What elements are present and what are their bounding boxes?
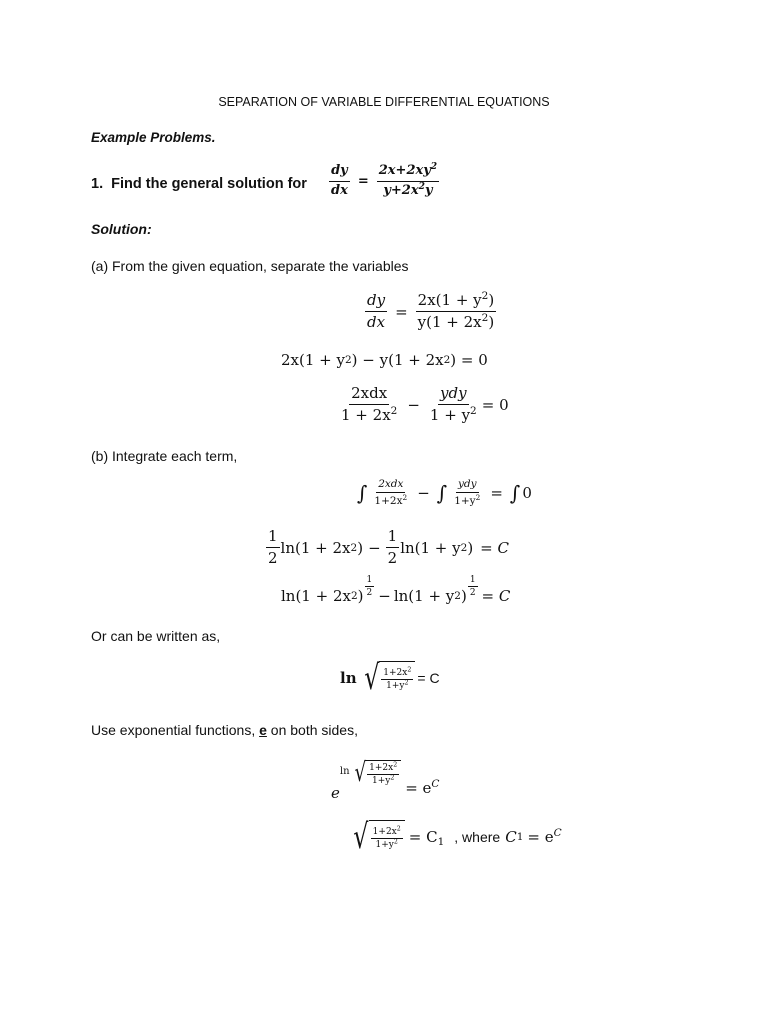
equation-3: $\frac{\text{2xdx}}{1 + 2x^2}$ − $\frac{\text{ydy}}{1 + y^2}$ = 0 [341,384,509,425]
step-b-text: (b) Integrate each term, [91,448,238,464]
log-equation-1: $\frac{1}{2}$ ln(1 + 2x 2 ) − $\frac{1}{2}$ ln(1 + y 2 ) = C [268,527,509,568]
integral-equation: ∫ $\frac{\text{2xdx}}{1+2x^2}$ − ∫ $\frac{\text{ydy}}{1+y^2}$ = ∫ 0 [357,478,532,508]
use-exp-text: Use exponential functions, e on both sides, [91,722,358,738]
radical: √ $\frac{1+2x^2}{1+y^2}$ [361,661,416,695]
or-written-text: Or can be written as, [91,628,221,644]
problem-rhs: $\frac{2x+2xy^2}{y+2x^2y}$ [378,161,438,198]
problem-lhs: $\frac{dy}{dx}$ [331,163,348,198]
page-title: SEPARATION OF VARIABLE DIFFERENTIAL EQUATIONS [218,95,550,109]
equation-2: 2x(1 + y 2 ) − y(1 + 2x 2 ) = 0 [281,351,488,369]
equation-1: $\frac{dy}{dx}$ = $\frac{2x(1 + y^2)}{y(1 + 2x^2)}$ [367,290,495,332]
exp-equation: e ln √ $\frac{1+2x^2}{1+y^2}$ = $e^C$ [331,757,440,802]
ln-root-equation: ln √ $\frac{1+2x^2}{1+y^2}$ = C [340,658,440,698]
e-underlined: e [259,722,267,738]
step-a-text: (a) From the given equation, separate the variables [91,258,409,274]
problem-equation: $\frac{dy}{dx}$ = $\frac{2x+2xy^2}{y+2x^2y}$ [331,161,438,198]
final-equation: √ $\frac{1+2x^2}{1+y^2}$ = $C_1$ , where C 1 = $e^C$ [353,817,562,857]
log-equation-2: ln(1 + 2x 2 ) $\frac{1}{2}$ − ln(1 + y 2 ) $\frac{1}{2}$ = C [281,575,511,605]
problem-text: Find the general solution for [111,176,307,192]
problem-number: 1. [91,176,104,192]
solution-heading: Solution: [91,221,152,237]
example-heading: Example Problems. [91,130,216,145]
problem-statement [91,177,307,192]
